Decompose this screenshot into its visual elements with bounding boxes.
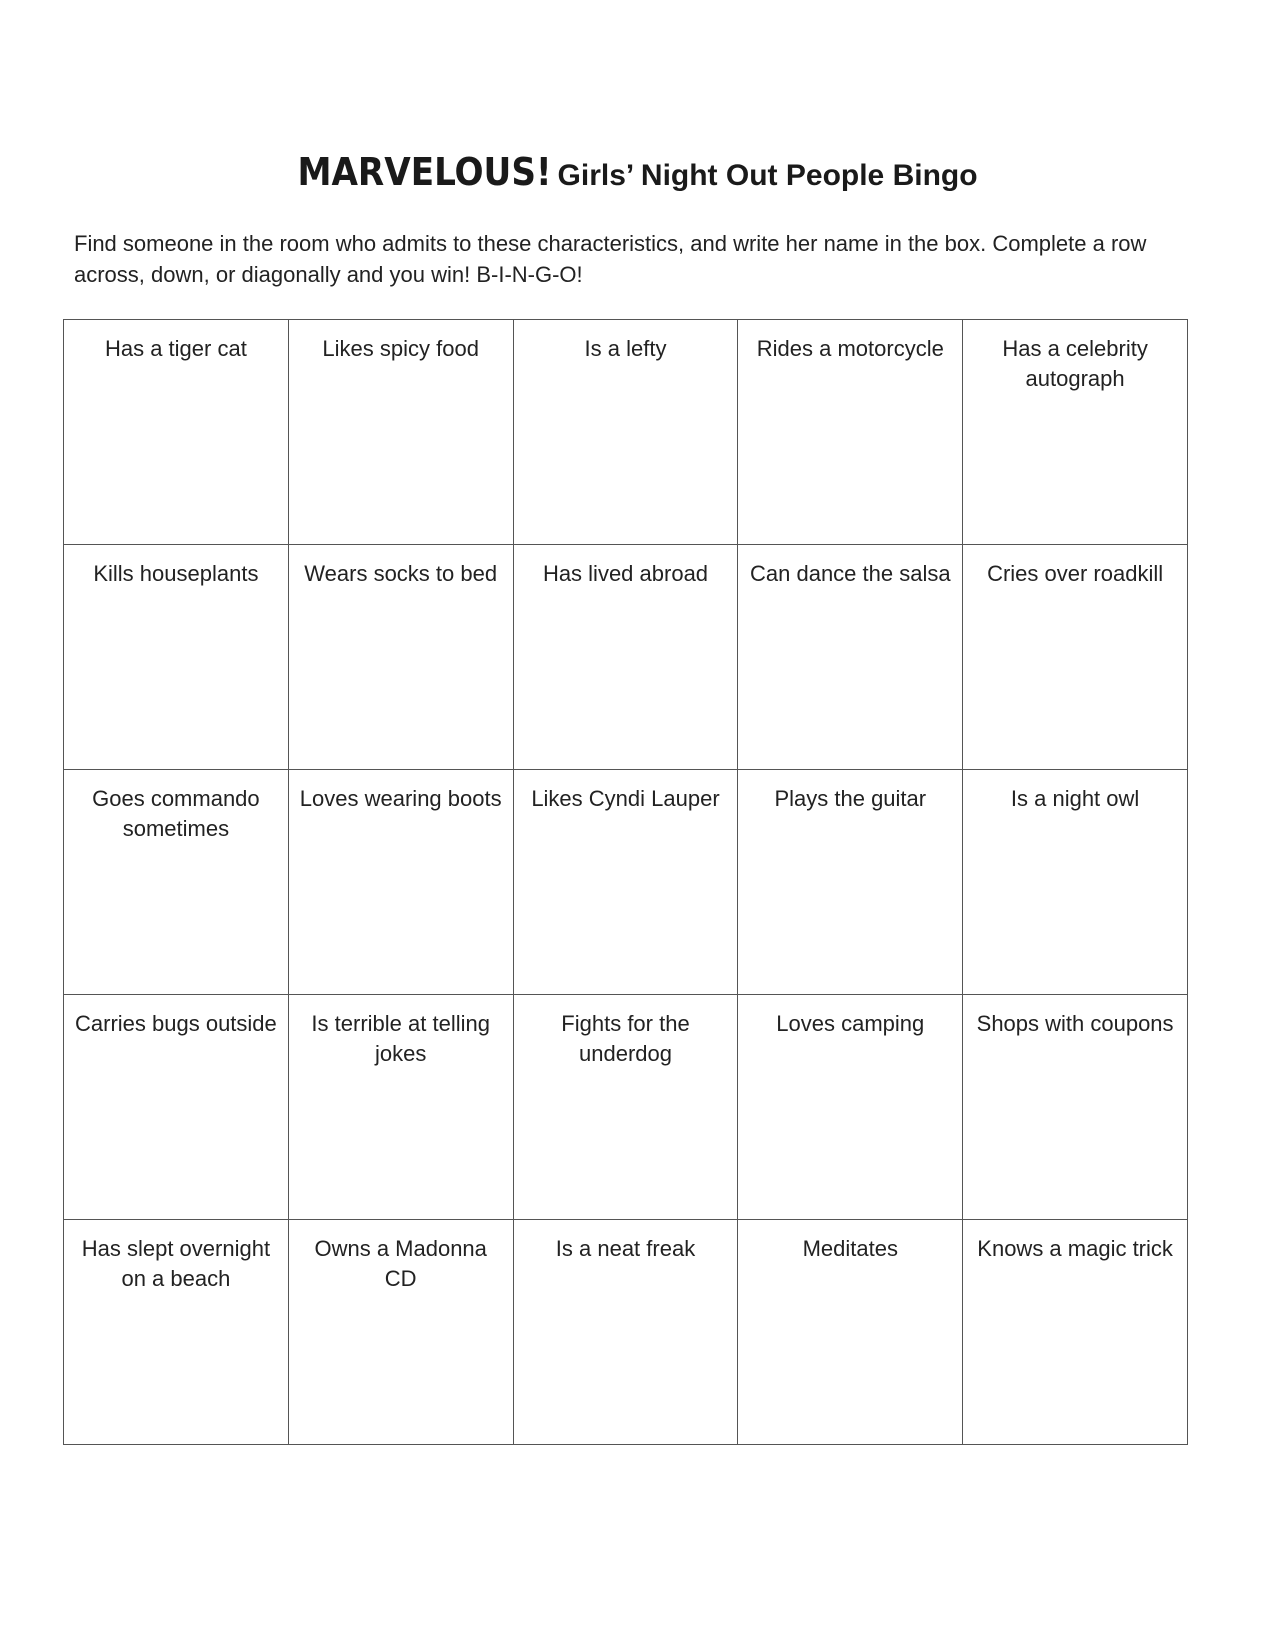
bingo-cell[interactable]: Plays the guitar [738,770,963,995]
page-title [0,150,1275,194]
bingo-cell[interactable]: Shops with coupons [963,995,1188,1220]
bingo-cell[interactable]: Cries over roadkill [963,545,1188,770]
instructions: Find someone in the room who admits to these characteristics, and write her name in the box. Complete a row across, down, or diagonally and you win! B-I-N-G-O! [74,231,1147,287]
bingo-cell[interactable]: Has slept overnight on a beach [64,1220,289,1445]
bingo-cell[interactable]: Has a tiger cat [64,320,289,545]
bingo-cell[interactable]: Goes commando sometimes [64,770,289,995]
bingo-cell[interactable]: Is a neat freak [514,1220,739,1445]
bingo-cell[interactable]: Loves camping [738,995,963,1220]
bingo-cell[interactable]: Kills houseplants [64,545,289,770]
bingo-cell[interactable]: Can dance the salsa [738,545,963,770]
bingo-cell[interactable]: Is a lefty [514,320,739,545]
bingo-cell[interactable]: Carries bugs outside [64,995,289,1220]
bingo-cell[interactable]: Knows a magic trick [963,1220,1188,1445]
bingo-cell[interactable]: Owns a Madonna CD [289,1220,514,1445]
bingo-cell[interactable]: Has a celebrity autograph [963,320,1188,545]
bingo-cell[interactable]: Is a night owl [963,770,1188,995]
bingo-cell[interactable]: Wears socks to bed [289,545,514,770]
bingo-cell[interactable]: Likes spicy food [289,320,514,545]
bingo-cell[interactable]: Rides a motorcycle [738,320,963,545]
bingo-cell[interactable]: Is terrible at telling jokes [289,995,514,1220]
bingo-grid [63,319,1188,1445]
bingo-cell[interactable]: Has lived abroad [514,545,739,770]
bingo-cell[interactable]: Likes Cyndi Lauper [514,770,739,995]
bingo-cell[interactable]: Meditates [738,1220,963,1445]
bingo-cell[interactable]: Loves wearing boots [289,770,514,995]
bingo-cell[interactable]: Fights for the underdog [514,995,739,1220]
title-text: Girls’ Night Out People Bingo [557,159,978,192]
brand-logo: MARVELOUS! [297,150,552,194]
